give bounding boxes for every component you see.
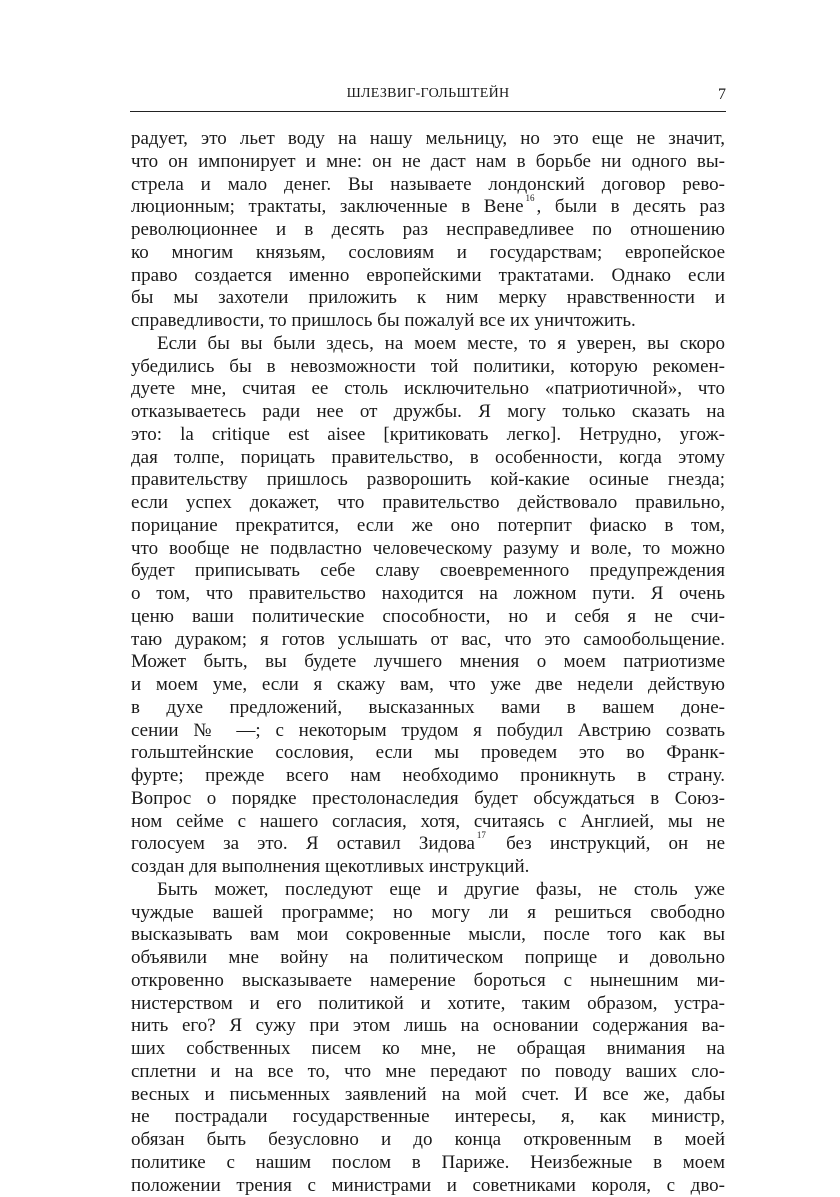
text-segment: ценю ваши политические способности, но и себя я не счи-	[131, 606, 725, 627]
text-line	[131, 515, 725, 538]
text-line	[131, 424, 725, 447]
text-line	[131, 924, 725, 947]
text-segment: стрела и мало денег. Вы называете лондонский договор рево-	[131, 174, 725, 195]
text-segment: Может быть, вы будете лучшего мнения о моем патриотизме	[131, 651, 725, 672]
text-segment: Если бы вы были здесь, на моем месте, то я уверен, вы скоро	[157, 333, 725, 354]
text-line	[131, 560, 725, 583]
text-line	[131, 606, 725, 629]
text-segment: голосуем за это. Я оставил Зидова	[131, 833, 475, 854]
text-segment: бы мы захотели приложить к ним мерку нравственности и	[131, 287, 725, 308]
text-line	[131, 674, 725, 697]
text-line	[131, 128, 725, 151]
text-line	[131, 720, 725, 743]
text-segment: нить его? Я сужу при этом лишь на основании содержания ва-	[131, 1015, 725, 1036]
text-line	[131, 765, 725, 788]
text-segment: ном сейме с нашего согласия, хотя, считаясь с Англией, мы не	[131, 811, 725, 832]
text-line	[131, 879, 725, 902]
text-line	[131, 287, 725, 310]
text-segment: положении трения с министрами и советниками короля, с дво-	[131, 1175, 725, 1196]
text-line	[131, 902, 725, 925]
text-line	[131, 1084, 725, 1107]
text-segment: высказывать вам мои сокровенные мысли, после того как вы	[131, 924, 725, 945]
text-segment: порицание прекратится, если же оно потерпит фиаско в том,	[131, 515, 725, 536]
text-segment: дуете мне, считая ее столь исключительно «патриотичной», что	[131, 378, 725, 399]
text-segment: ших собственных писем ко мне, не обращая внимания на	[131, 1038, 725, 1059]
text-segment: что вообще не подвластно человеческому разуму и воле, то можно	[131, 538, 725, 559]
text-line	[131, 1015, 725, 1038]
text-segment: справедливости, то пришлось бы пожалуй все их уничтожить.	[131, 310, 636, 331]
text-segment: правительству пришлось разворошить кой-какие осиные гнезда;	[131, 469, 725, 490]
text-segment: , были в десять раз	[537, 196, 725, 217]
running-header-title: ШЛЕЗВИГ-ГОЛЬШТЕЙН	[130, 86, 726, 102]
text-line	[131, 151, 725, 174]
body-text	[131, 128, 725, 1197]
text-line	[131, 583, 725, 606]
text-line	[131, 333, 725, 356]
text-segment: не пострадали государственные интересы, я, как министр,	[131, 1106, 725, 1127]
text-line	[131, 447, 725, 470]
text-line	[131, 242, 725, 265]
text-segment: обязан быть безусловно и до конца откровенным в моей	[131, 1129, 725, 1150]
text-line	[131, 651, 725, 674]
text-segment: без инструкций, он не	[488, 833, 725, 854]
text-line	[131, 310, 725, 333]
text-segment: сении № —; с некоторым трудом я побудил Австрию созвать	[131, 720, 725, 741]
paragraph	[131, 879, 725, 1197]
text-line	[131, 788, 725, 811]
text-line	[131, 1061, 725, 1084]
text-line	[131, 538, 725, 561]
text-line	[131, 811, 725, 834]
text-segment: радует, это льет воду на нашу мельницу, но это еще не значит,	[131, 128, 725, 149]
text-segment: в духе предложений, высказанных вами в вашем доне-	[131, 697, 725, 718]
text-segment: Быть может, последуют еще и другие фазы, не столь уже	[157, 879, 725, 900]
header-rule	[130, 111, 726, 112]
text-line	[131, 697, 725, 720]
text-segment: революционнее и в десять раз несправедливее по отношению	[131, 219, 725, 240]
text-segment: что он импонирует и мне: он не даст нам в борьбе ни одного вы-	[131, 151, 725, 172]
text-line	[131, 219, 725, 242]
footnote-marker: 17	[477, 830, 486, 840]
text-segment: создан для выполнения щекотливых инструкций.	[131, 856, 529, 877]
text-line	[131, 1106, 725, 1129]
text-segment: о том, что правительство находится на ложном пути. Я очень	[131, 583, 725, 604]
text-line	[131, 356, 725, 379]
text-segment: это: la critique est aisee [критиковать легко]. Нетрудно, угож-	[131, 424, 725, 445]
text-line	[131, 196, 725, 219]
text-line	[131, 993, 725, 1016]
paragraph	[131, 128, 725, 333]
text-segment: дая толпе, порицать правительство, в особенности, когда этому	[131, 447, 725, 468]
text-line	[131, 492, 725, 515]
text-segment: ко многим князьям, сословиям и государствам; европейское	[131, 242, 725, 263]
text-segment: убедились бы в невозможности той политики, которую рекомен-	[131, 356, 725, 377]
text-segment: весных и письменных заявлений на мой счет. И все же, дабы	[131, 1084, 725, 1105]
page-number: 7	[718, 86, 726, 104]
text-line	[131, 1175, 725, 1197]
text-line	[131, 401, 725, 424]
text-line	[131, 742, 725, 765]
text-segment: если успех докажет, что правительство действовало правильно,	[131, 492, 725, 513]
text-line	[131, 1038, 725, 1061]
text-segment: будет приписывать себе славу своевременного предупреждения	[131, 560, 725, 581]
text-segment: люционным; трактаты, заключенные в Вене	[131, 196, 524, 217]
text-segment: гольштейнские сословия, если мы проведем это во Франк-	[131, 742, 725, 763]
text-segment: нистерством и его политикой и хотите, таким образом, устра-	[131, 993, 725, 1014]
text-line	[131, 970, 725, 993]
footnote-marker: 16	[526, 193, 535, 203]
text-segment: чуждые вашей программе; но могу ли я решиться свободно	[131, 902, 725, 923]
text-segment: откровенно высказываете намерение бороться с нынешним ми-	[131, 970, 725, 991]
text-line	[131, 378, 725, 401]
paragraph	[131, 333, 725, 879]
text-segment: отказываетесь ради нее от дружбы. Я могу только сказать на	[131, 401, 725, 422]
text-line	[131, 947, 725, 970]
text-line	[131, 469, 725, 492]
text-segment: политике с нашим послом в Париже. Неизбежные в моем	[131, 1152, 725, 1173]
text-line	[131, 265, 725, 288]
text-line	[131, 629, 725, 652]
text-line	[131, 1152, 725, 1175]
text-segment: право создается именно европейскими трактатами. Однако если	[131, 265, 725, 286]
running-header	[130, 86, 726, 108]
text-segment: Вопрос о порядке престолонаследия будет обсуждаться в Союз-	[131, 788, 725, 809]
text-line	[131, 1129, 725, 1152]
text-line	[131, 856, 725, 879]
text-segment: объявили мне войну на политическом поприще и довольно	[131, 947, 725, 968]
text-segment: и моем уме, если я скажу вам, что уже две недели действую	[131, 674, 725, 695]
text-line	[131, 833, 725, 856]
text-segment: таю дураком; я готов услышать от вас, что это самообольщение.	[131, 629, 725, 650]
text-segment: сплетни и на все то, что мне передают по поводу ваших сло-	[131, 1061, 725, 1082]
text-line	[131, 174, 725, 197]
text-segment: фурте; прежде всего нам необходимо проникнуть в страну.	[131, 765, 725, 786]
